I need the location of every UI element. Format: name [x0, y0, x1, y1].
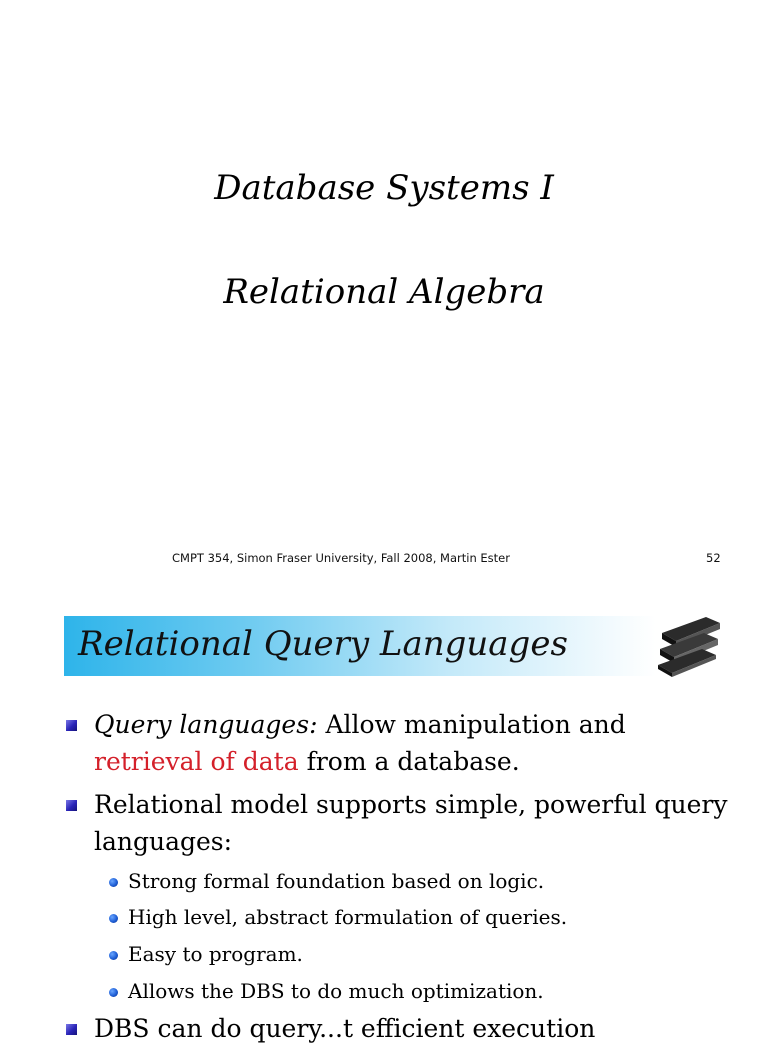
bullet-text-b: from a database. — [298, 747, 520, 776]
slide-heading: Relational Query Languages — [78, 624, 568, 664]
slide-header-band — [64, 616, 656, 676]
stacked-disks-icon — [654, 611, 726, 679]
square-bullet-icon — [66, 720, 77, 731]
round-bullet-icon — [109, 878, 118, 887]
sub-bullet-text: Allows the DBS to do much optimization. — [128, 979, 544, 1003]
sub-bullet-item — [128, 868, 544, 894]
square-bullet-icon — [66, 800, 77, 811]
sub-bullet-text: High level, abstract formulation of queries. — [128, 905, 568, 929]
sub-bullet-text: Strong formal foundation based on logic. — [128, 869, 545, 893]
sub-bullet-item — [128, 904, 567, 930]
footer-credit: CMPT 354, Simon Fraser University, Fall 2008, Martin Ester — [172, 551, 510, 565]
sub-bullet-text: Easy to program. — [128, 942, 303, 966]
bullet-text: DBS can do query...t efficient execution — [94, 1014, 596, 1043]
bullet-partial-cutoff — [94, 1010, 734, 1047]
square-bullet-icon — [66, 1024, 77, 1035]
bullet-query-languages — [94, 706, 734, 780]
sub-bullet-item — [128, 978, 544, 1004]
bullet-text: Relational model supports simple, powerful query languages: — [94, 790, 728, 856]
bullet-highlight: retrieval of data — [94, 747, 299, 776]
bullet-text-a: Allow manipulation and — [317, 710, 626, 739]
bullet-lead-term: Query languages — [94, 710, 310, 739]
topic-title: Relational Algebra — [223, 272, 545, 312]
round-bullet-icon — [109, 914, 118, 923]
slide-footer — [0, 551, 768, 571]
course-title: Database Systems I — [214, 168, 554, 208]
round-bullet-icon — [109, 988, 118, 997]
sub-bullet-item — [128, 941, 303, 967]
round-bullet-icon — [109, 951, 118, 960]
page-number: 52 — [706, 551, 721, 565]
bullet-lead-colon: : — [309, 710, 318, 739]
bullet-relational-model — [94, 786, 734, 860]
